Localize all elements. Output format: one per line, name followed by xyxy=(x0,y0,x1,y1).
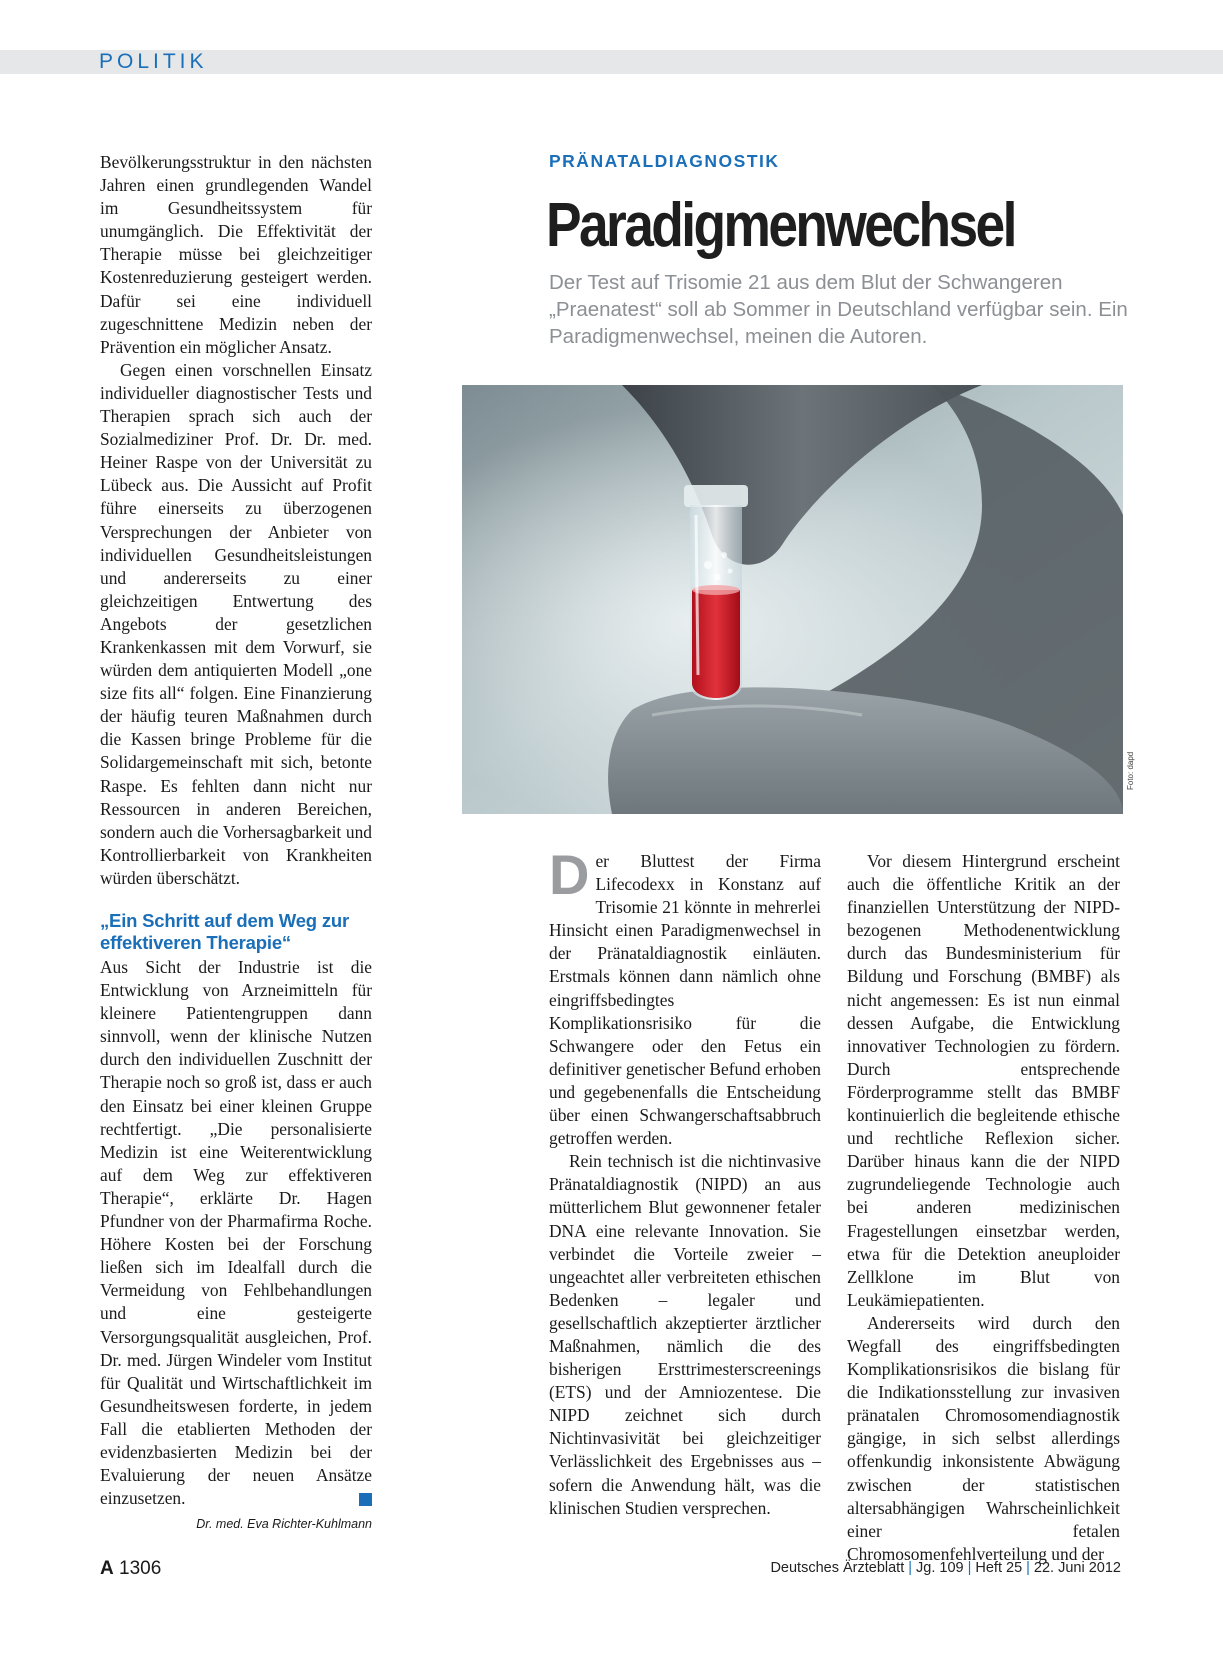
right-column xyxy=(847,850,1120,1566)
photo-credit: Foto: dapd xyxy=(1126,751,1135,790)
separator: | xyxy=(967,1560,972,1576)
left-subheading: „Ein Schritt auf dem Weg zur effektiveren Therapie“ xyxy=(100,910,349,953)
dropcap-letter: D xyxy=(549,843,590,906)
article-deck: Der Test auf Trisomie 21 aus dem Blut der Schwangeren „Praenatest“ soll ab Sommer in Deutschland verfügbar sein. Ein Paradigmenwechsel, meinen die Autoren. xyxy=(549,271,1128,348)
article-headline: Paradigmenwechsel xyxy=(546,191,1015,260)
left-paragraph-1: Bevölkerungsstruktur in den nächsten Jahren einen grundlegenden Wandel im Gesundheitssystem für unumgänglich. Die Effektivität der Therapie müsse bei gleichzeitiger Kostenreduzierung gesteigert werden. Dafür sei eine individuell zugeschnittene Medizin neben der Prävention ein möglicher Ansatz. xyxy=(100,152,372,357)
section-label: POLITIK xyxy=(99,50,208,73)
left-paragraph-2: Gegen einen vorschnellen Einsatz individueller diagnostischer Tests und Therapien sprach sich auch der Sozialmediziner Prof. Dr. Dr. med. Heiner Raspe von der Universität zu Lübeck aus. Die Aussicht auf Profit führe einerseits zu überzogenen Versprechungen der Anbieter von individuellen Gesundheitsleistungen und andererseits zu einer gleichzeitigen Entwertung des Angebots der gesetzlichen Krankenkassen mit dem Vorwurf, sie würden dem antiquierten Modell „one size fits all“ folgen. Eine Finanzierung der häufig teuren Maßnahmen durch die Kassen bringe Probleme für die Solidargemeinschaft mit sich, betonte Raspe. Es fehlten dann nicht nur Ressourcen in anderen Bereichen, sondern auch die Vorhersagbarkeit und Kontrollierbarkeit von Krankheiten würden überschätzt. xyxy=(100,359,372,888)
page-number-value: 1306 xyxy=(119,1558,162,1579)
end-mark-icon xyxy=(359,1493,372,1506)
mid-paragraph-2: Rein technisch ist die nichtinvasive Pränataldiagnostik (NIPD) an aus mütterlichem Blut gewonnener fetaler DNA eine relevante Innovation. Sie verbindet die Vorteile zweier – ungeachtet aller verbreiteten ethischen Bedenken – legaler und gesellschaftlich akzeptierter ärztlicher Maßnahmen, nämlich die des bisherigen Ersttrimesterscreenings (ETS) und der Amniozentese. Die NIPD zeichnet sich durch Nichtinvasivität bei gleichzeitiger Verlässlichkeit des Ergebnisses aus – sofern die Anwendung hält, was die klinischen Studien versprechen. xyxy=(549,1151,821,1518)
mid-paragraph-1 xyxy=(549,843,821,1150)
article-kicker: PRÄNATALDIAGNOSTIK xyxy=(549,151,780,171)
left-column xyxy=(100,151,372,1536)
right-paragraph-2: Andererseits wird durch den Wegfall des eingriffsbedingten Komplikationsrisikos die bislang für die Indikationsstellung zur invasiven pränatalen Chromosomendiagnostik gängige, in sich selbst allerdings offenkundig inkonsistente Abwägung zwischen der statistischen altersabhängigen Wahrscheinlichkeit einer fetalen Chromosomenfehlverteilung und der xyxy=(847,1312,1120,1564)
journal-issue: Heft 25 xyxy=(975,1560,1023,1576)
separator: | xyxy=(908,1560,913,1576)
left-paragraph-3 xyxy=(100,956,372,1510)
separator: | xyxy=(1026,1560,1030,1576)
article-photo xyxy=(462,385,1123,814)
journal-volume: Jg. 109 xyxy=(916,1560,964,1576)
mid-paragraph-1-text: er Bluttest der Firma Lifecodexx in Konstanz auf Trisomie 21 könnte in mehrerlei Hinsicht einen Paradigmenwechsel in der Pränataldiagnostik einläuten. Erstmals können dann nämlich ohne eingriffsbedingtes Komplikationsrisiko für die Schwangere oder den Fetus ein definitiver genetischer Befund erhoben und gegebenenfalls die Entscheidung über einen Schwangerschaftsabbruch getroffen werden. xyxy=(549,851,821,1149)
journal-date: 22. Juni 2012 xyxy=(1033,1560,1121,1576)
left-paragraph-3-text: Aus Sicht der Industrie ist die Entwicklung von Arzneimitteln für kleinere Patientengruppen dann sinnvoll, wenn der klinische Nutzen durch den individuellen Zuschnitt der Therapie noch so groß ist, dass er auch den Einsatz bei einer kleinen Gruppe rechtfertigt. „Die personalisierte Medizin ist eine Weiterentwicklung auf dem Weg zur effektiveren Therapie“, erklärte Dr. Hagen Pfundner von der Pharmafirma Roche. Höhere Kosten bei der Forschung ließen sich im Idealfall durch die Vermeidung von Fehlbehandlungen und eine gesteigerte Versorgungsqualität ausgleichen, Prof. Dr. med. Jürgen Windeler vom Institut für Qualität und Wirtschaftlichkeit im Gesundheitswesen forderte, in jedem Fall die etablierten Methoden der evidenzbasierten Medizin bei der Evaluierung der neuen Ansätze einzusetzen. xyxy=(100,957,372,1509)
page-number xyxy=(100,1558,161,1580)
blood-tube-photo xyxy=(462,385,1123,814)
page-prefix: A xyxy=(100,1558,114,1579)
journal-info xyxy=(770,1560,1121,1576)
journal-name: Deutsches Ärzteblatt xyxy=(770,1560,905,1576)
right-paragraph-1: Vor diesem Hintergrund erscheint auch die öffentliche Kritik an der finanziellen Unterstützung der NIPD-bezogenen Methodenentwicklung durch das Bundesministerium für Bildung und Forschung (BMBF) als nicht angemessen: Es ist nun einmal dessen Aufgabe, die Entwicklung innovativer Technologien zu fördern. Durch entsprechende Förderprogramme stellt das BMBF kontinuierlich die begleitende ethische und rechtliche Reflexion sicher. Darüber hinaus kann die der NIPD zugrundeliegende Technologie auch bei anderen medizinischen Fragestellungen einsetzbar werden, etwa für die Detektion aneuploider Zellklone im Blut von Leukämiepatienten. xyxy=(847,851,1120,1310)
middle-column xyxy=(549,843,821,1520)
author-byline: Dr. med. Eva Richter-Kuhlmann xyxy=(196,1517,372,1532)
